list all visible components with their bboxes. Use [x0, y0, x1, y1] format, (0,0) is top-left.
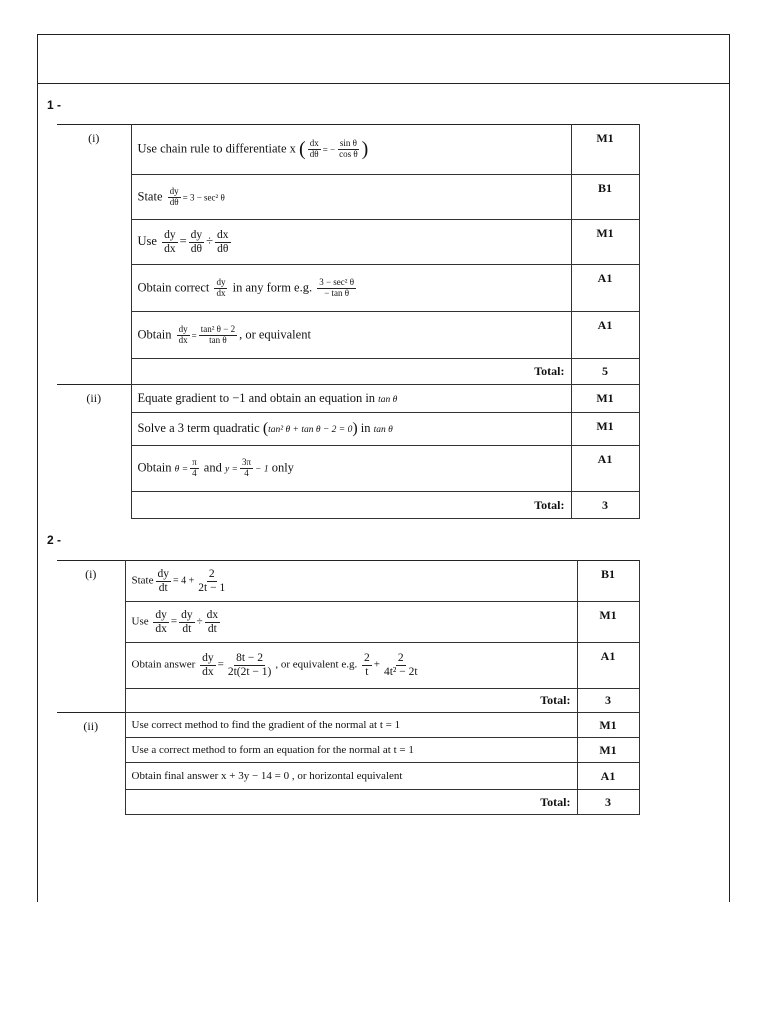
row-text: Use $\frac{dy}{dx}$ = $\frac{dy}{d\theta}$ ÷ $\frac{dx}{d\theta}$ — [131, 220, 571, 265]
question-1-markscheme — [57, 124, 640, 519]
total-row — [57, 790, 639, 815]
mark-value: M1 — [571, 220, 639, 265]
mark-value: M1 — [571, 125, 639, 175]
question-1-label: 1 - — [47, 98, 62, 112]
total-label: Total: — [125, 790, 577, 815]
total-row — [57, 359, 639, 385]
part-label: (ii) — [57, 713, 125, 815]
total-label: Total: — [125, 689, 577, 713]
part-label: (i) — [57, 125, 131, 359]
table-row — [57, 312, 639, 359]
mark-value: A1 — [577, 643, 639, 689]
total-label: Total: — [131, 359, 571, 385]
row-text: Use a correct method to form an equation for the normal at t = 1 — [125, 738, 577, 763]
question-2-label: 2 - — [47, 533, 62, 547]
table-row — [57, 713, 639, 738]
mark-value: M1 — [571, 413, 639, 446]
table-row — [57, 385, 639, 413]
table-row — [57, 763, 639, 790]
mark-value: M1 — [571, 385, 639, 413]
table-row — [57, 602, 639, 643]
question-2-markscheme — [57, 560, 640, 815]
row-text: Obtain answer $\frac{dy}{dx}$ = $\frac{8t - 2}{2t(2t - 1)}$ , or equivalent e.g. $\frac{2}{t}$ + $\frac{2}{\text{4t² − 2t}}$ — [125, 643, 577, 689]
row-text: Use correct method to find the gradient of the normal at t = 1 — [125, 713, 577, 738]
row-text: Obtain correct $\frac{dy}{dx}$ in any form e.g. $\frac{\text{3 − sec² θ}}{\text{− tan θ}}$ — [131, 265, 571, 312]
row-text: Equate gradient to −1 and obtain an equation in tan θ — [131, 385, 571, 413]
table-row — [57, 446, 639, 492]
total-label: Total: — [131, 492, 571, 519]
table-row — [57, 738, 639, 763]
mark-value: A1 — [577, 763, 639, 790]
row-text: State $\frac{dy}{dt}$ = 4 + $\frac{2}{2t - 1}$ — [125, 561, 577, 602]
total-value: 5 — [571, 359, 639, 385]
row-text: Use chain rule to differentiate x ( $\frac{dx}{d\theta}$ = − $\frac{\text{sin θ}}{\text{cos θ}}$ ) — [131, 125, 571, 175]
table-row — [57, 643, 639, 689]
total-row — [57, 689, 639, 713]
mark-value: M1 — [577, 602, 639, 643]
table-row — [57, 265, 639, 312]
total-value: 3 — [577, 790, 639, 815]
part-label: (i) — [57, 561, 125, 689]
row-text: Obtain final answer x + 3y − 14 = 0 , or horizontal equivalent — [125, 763, 577, 790]
table-row — [57, 175, 639, 220]
row-text: Obtain θ = $\frac{\pi}{4}$ and y = $\frac{3\pi}{4}$ − 1 only — [131, 446, 571, 492]
mark-value: M1 — [577, 738, 639, 763]
table-row — [57, 413, 639, 446]
row-text: Solve a 3 term quadratic (tan² θ + tan θ − 2 = 0) in tan θ — [131, 413, 571, 446]
table-row — [57, 561, 639, 602]
part-label: (ii) — [57, 385, 131, 519]
row-text: Use $\frac{dy}{dx}$ = $\frac{dy}{dt}$ ÷ $\frac{dx}{dt}$ — [125, 602, 577, 643]
mark-value: B1 — [577, 561, 639, 602]
mark-value: A1 — [571, 312, 639, 359]
mark-value: A1 — [571, 446, 639, 492]
row-text: Obtain $\frac{dy}{dx}$ = $\frac{\text{tan² θ − 2}}{\text{tan θ}}$ , or equivalent — [131, 312, 571, 359]
mark-value: B1 — [571, 175, 639, 220]
mark-value: A1 — [571, 265, 639, 312]
total-value: 3 — [571, 492, 639, 519]
total-row — [57, 492, 639, 519]
header-band — [37, 34, 730, 84]
table-row — [57, 125, 639, 175]
mark-value: M1 — [577, 713, 639, 738]
table-row — [57, 220, 639, 265]
row-text: State $\frac{dy}{d\theta}$ = 3 − sec² θ — [131, 175, 571, 220]
total-value: 3 — [577, 689, 639, 713]
